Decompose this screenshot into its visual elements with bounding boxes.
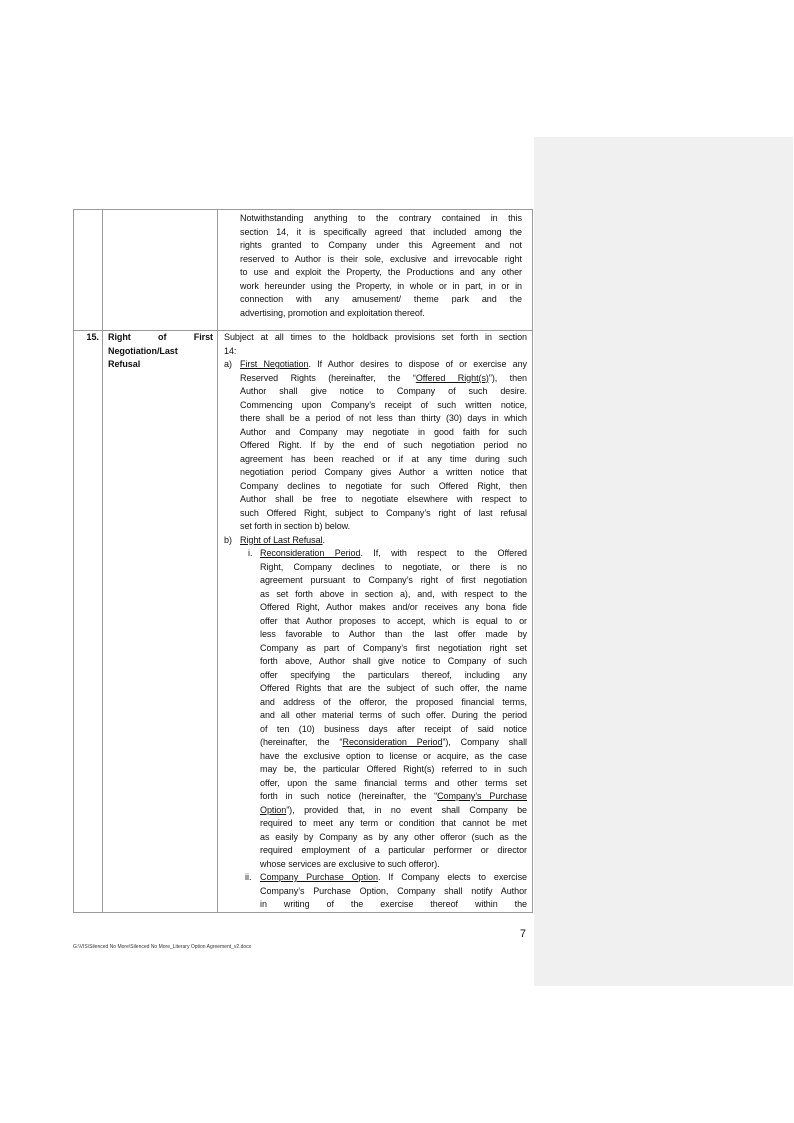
subsection-b-i-text bbox=[260, 547, 527, 871]
text-line bbox=[260, 655, 527, 669]
text-segment: agreement pursuant to Company’s right of first negotiation bbox=[260, 575, 527, 585]
text-line bbox=[260, 750, 527, 764]
list-marker: i. bbox=[248, 548, 253, 558]
subsection-b-right-of-last-refusal bbox=[218, 534, 532, 548]
text-segment: in writing of the exercise thereof within the bbox=[260, 899, 527, 909]
clause-title bbox=[103, 331, 217, 372]
text-line bbox=[224, 345, 527, 359]
text-line bbox=[260, 763, 527, 777]
comment-margin-pane bbox=[534, 137, 793, 986]
text-segment: . If Author desires to dispose of or exercise any bbox=[308, 359, 527, 369]
text-line bbox=[240, 280, 522, 294]
subsection-a-text bbox=[240, 358, 527, 534]
text-segment: Company as part of Company’s first negotiation right set bbox=[260, 642, 527, 653]
text-segment: offer that Author proposes to accept, which is equal to or bbox=[260, 615, 527, 626]
list-marker: b) bbox=[224, 534, 233, 545]
text-segment: offer specifying the particulars thereof, including any bbox=[260, 669, 527, 680]
defined-term: Reconsideration Period bbox=[260, 548, 361, 558]
text-line bbox=[240, 212, 522, 226]
text-segment: Author and Company may negotiate in good faith for such bbox=[240, 426, 527, 437]
text-line bbox=[240, 493, 527, 507]
text-line bbox=[260, 669, 527, 683]
text-line bbox=[240, 399, 527, 413]
text-segment: agreement has been reached or if at any time during such bbox=[240, 453, 527, 464]
clause-number-cell bbox=[74, 331, 103, 913]
clause-number-cell bbox=[74, 210, 103, 331]
text-line bbox=[260, 588, 527, 602]
text-segment: required employment of a particular performer or director bbox=[260, 845, 527, 855]
text-line bbox=[240, 253, 522, 267]
text-segment: required to meet any term or condition that cannot be met bbox=[260, 818, 527, 828]
defined-term: Offered Right(s) bbox=[415, 372, 489, 383]
subsection-a-first-negotiation bbox=[218, 358, 532, 534]
subsection-b-i-reconsideration-period bbox=[218, 547, 532, 871]
clause-body-cell bbox=[218, 210, 533, 331]
text-segment: (hereinafter, the “ bbox=[260, 737, 343, 747]
text-segment: Offered Right, Author makes and/or receives any bona fide bbox=[260, 602, 527, 612]
text-line bbox=[240, 453, 527, 467]
text-segment: rights granted to Company under this Agreement and not bbox=[240, 240, 522, 250]
text-segment: and all other material terms of such offer. During the period bbox=[260, 710, 527, 720]
text-line bbox=[240, 520, 527, 534]
text-segment: . If Company elects to exercise bbox=[377, 872, 527, 882]
text-line bbox=[260, 777, 527, 791]
text-segment: less favorable to Author than the last offer made by bbox=[260, 629, 527, 639]
subsection-b-ii-text bbox=[260, 871, 527, 912]
text-segment: advertising, promotion and exploitation thereof. bbox=[240, 307, 425, 318]
text-line bbox=[260, 804, 527, 818]
text-segment: have the exclusive option to license or acquire, as the case bbox=[260, 750, 527, 761]
text-segment: set forth in section b) below. bbox=[240, 521, 351, 531]
text-line bbox=[260, 898, 527, 912]
text-segment: as easily by Company as by any other offeror (such as the bbox=[260, 831, 527, 842]
subsection-b-ii-company-purchase-option bbox=[218, 871, 532, 912]
text-line bbox=[240, 534, 527, 548]
text-segment: as set forth above in section a), and, with respect to the bbox=[260, 588, 527, 599]
text-segment: section 14, it is specifically agreed that included among the bbox=[240, 226, 522, 237]
text-segment: offer, upon the same financial terms and other terms set bbox=[260, 777, 527, 788]
text-line bbox=[260, 709, 527, 723]
text-segment: of ten (10) business days after receipt of said notice bbox=[260, 723, 527, 734]
paragraph-intro bbox=[224, 331, 527, 358]
defined-term: Company Purchase Option bbox=[260, 872, 378, 882]
text-segment: Right, Company declines to negotiate, or there is no bbox=[260, 561, 527, 572]
list-marker: a) bbox=[224, 359, 233, 369]
text-line bbox=[240, 307, 522, 321]
text-line bbox=[260, 628, 527, 642]
text-line bbox=[240, 293, 522, 307]
clause-title-cell bbox=[103, 331, 218, 913]
text-segment: negotiation period Company gives Author a written notice that bbox=[240, 467, 527, 477]
text-segment: . If, with respect to the Offered bbox=[360, 548, 527, 558]
text-segment: Subject at all times to the holdback provisions set forth in section bbox=[224, 332, 527, 342]
text-line bbox=[260, 885, 527, 899]
text-segment: there shall be a period of not less than thirty (30) days in which bbox=[240, 413, 527, 423]
text-segment: Author shall give notice to Company of such desire. bbox=[240, 386, 527, 396]
clause-body-cell bbox=[218, 331, 533, 913]
text-line bbox=[260, 817, 527, 831]
clause-title-line: Right of First bbox=[108, 332, 213, 342]
text-line bbox=[240, 239, 522, 253]
text-line bbox=[240, 358, 527, 372]
paragraph-holdback-theme-park bbox=[240, 212, 522, 320]
text-line bbox=[260, 601, 527, 615]
text-segment: work hereunder using the Property, in whole or in part, in or in bbox=[240, 280, 522, 291]
clause-title-cell bbox=[103, 210, 218, 331]
text-line bbox=[260, 696, 527, 710]
text-segment: and address of the offeror, the proposed financial terms, bbox=[260, 696, 527, 707]
clause-title-line: Refusal bbox=[108, 359, 141, 369]
text-line bbox=[260, 561, 527, 575]
text-line bbox=[240, 412, 527, 426]
text-segment: Commencing upon Company’s receipt of such written notice, bbox=[240, 399, 527, 410]
text-line bbox=[260, 682, 527, 696]
text-segment: Offered Right. If by the end of such negotiation period no bbox=[240, 440, 527, 450]
text-line bbox=[240, 466, 527, 480]
page-number: 7 bbox=[519, 928, 526, 940]
clauses-table bbox=[73, 209, 533, 913]
text-segment: 14: bbox=[224, 345, 237, 356]
text-line bbox=[260, 615, 527, 629]
text-line bbox=[260, 723, 527, 737]
text-segment: ”), then bbox=[488, 372, 527, 383]
text-line bbox=[240, 372, 527, 386]
text-line bbox=[260, 844, 527, 858]
defined-term: First Negotiation bbox=[240, 359, 309, 369]
text-segment: ”), provided that, in no event shall Company be bbox=[286, 804, 527, 815]
text-line bbox=[240, 480, 527, 494]
defined-term: Right of Last Refusal bbox=[240, 534, 323, 545]
text-line bbox=[240, 439, 527, 453]
text-segment: Author shall be free to negotiate elsewhere with respect to bbox=[240, 494, 527, 504]
text-line bbox=[240, 266, 522, 280]
text-line bbox=[260, 736, 527, 750]
text-segment: . bbox=[322, 534, 325, 545]
text-line bbox=[260, 547, 527, 561]
text-line bbox=[240, 385, 527, 399]
text-segment: such Offered Right, subject to Company’s right of last refusal bbox=[240, 507, 527, 518]
text-line bbox=[240, 226, 522, 240]
text-line bbox=[260, 858, 527, 872]
text-segment: Company declines to negotiate for such Offered Right, then bbox=[240, 480, 527, 491]
text-line bbox=[240, 507, 527, 521]
text-segment: Offered Rights that are the subject of such offer, the name bbox=[260, 683, 527, 693]
table-row-clause-15 bbox=[74, 331, 533, 913]
text-segment: reserved to Author is their sole, exclusive and irrevocable right bbox=[240, 253, 522, 264]
clause-title-line: Negotiation/Last bbox=[108, 345, 178, 356]
text-line bbox=[260, 790, 527, 804]
text-line bbox=[260, 871, 527, 885]
text-segment: to use and exploit the Property, the Productions and any other bbox=[240, 267, 522, 277]
text-segment: forth in such notice (hereinafter, the “ bbox=[260, 791, 438, 801]
text-segment: Notwithstanding anything to the contrary contained in this bbox=[240, 213, 522, 223]
text-segment: forth above, Author shall give notice to Company of such bbox=[260, 656, 527, 666]
text-segment: may be, the particular Offered Right(s) referred to in such bbox=[260, 764, 527, 774]
text-segment: whose services are exclusive to such offeror). bbox=[260, 858, 440, 869]
text-line bbox=[260, 642, 527, 656]
defined-term: Reconsideration Period bbox=[342, 737, 443, 747]
defined-term: Option bbox=[260, 804, 287, 815]
text-segment: Company’s Purchase Option, Company shall notify Author bbox=[260, 885, 527, 896]
list-marker: ii. bbox=[245, 872, 252, 882]
text-line bbox=[260, 574, 527, 588]
subsection-b-heading bbox=[240, 534, 527, 548]
text-segment: Reserved Rights (hereinafter, the “ bbox=[240, 372, 416, 383]
clause-number: 15. bbox=[86, 332, 99, 342]
footer-file-path: G:\VIS\Silenced No More\Silenced No More_Literary Option Agreement_v2.docx bbox=[73, 944, 252, 950]
table-row-clause-14-continued bbox=[74, 210, 533, 331]
text-line bbox=[260, 831, 527, 845]
text-segment: ”), Company shall bbox=[442, 737, 527, 747]
text-line bbox=[240, 426, 527, 440]
defined-term: Company’s Purchase bbox=[437, 791, 527, 801]
text-line bbox=[224, 331, 527, 345]
text-segment: connection with any amusement/ theme park and the bbox=[240, 294, 522, 304]
